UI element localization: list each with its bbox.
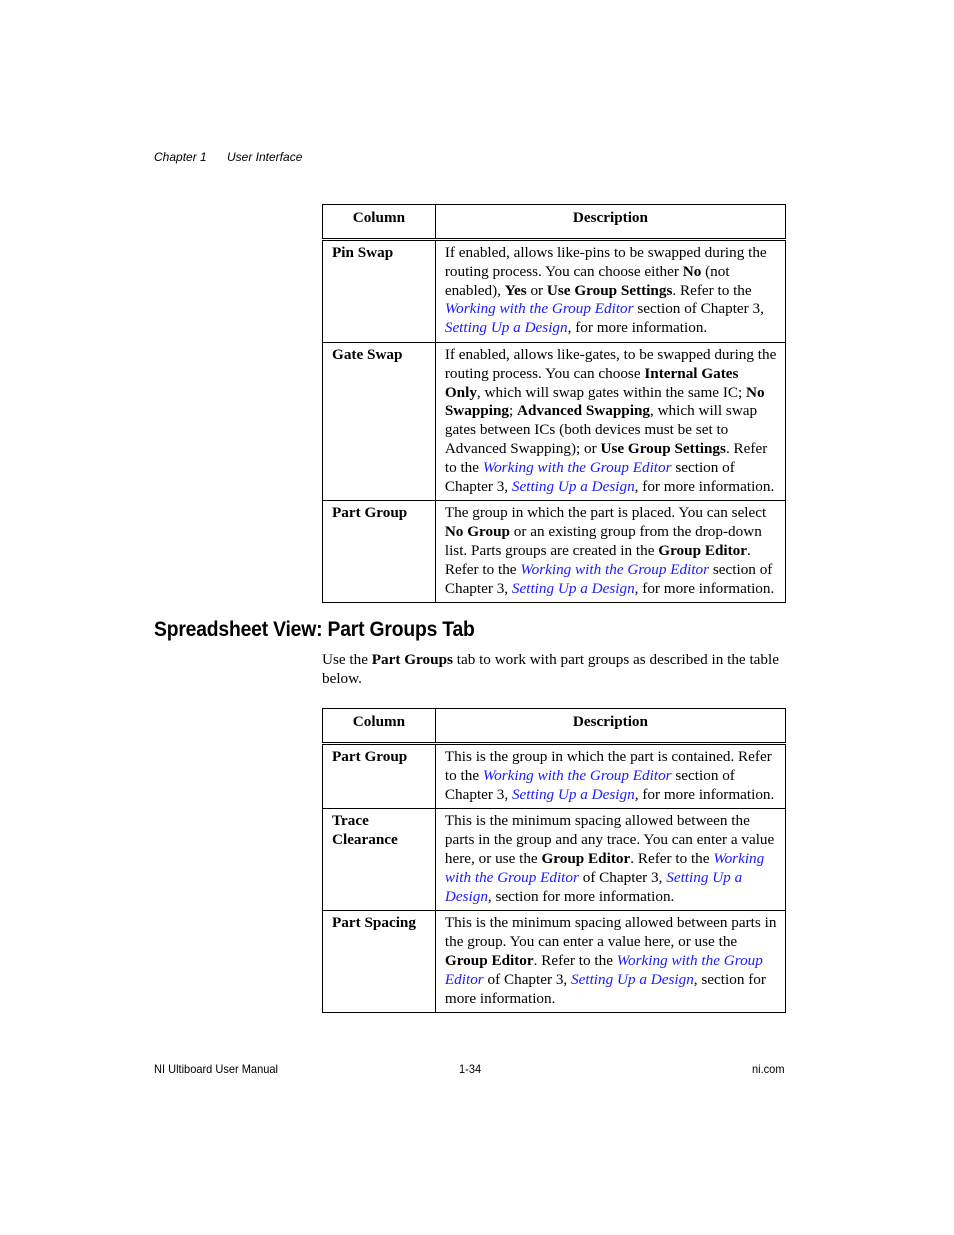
pin-swap-options-table: [322, 204, 786, 603]
cross-reference-link[interactable]: Working with the Group Editor: [482, 766, 672, 784]
section-heading: Spreadsheet View: Part Groups Tab: [154, 618, 475, 641]
table-row: [323, 809, 786, 911]
chapter-label: Chapter 1: [154, 150, 207, 164]
text-run: , which will swap gates between ICs (both devices must be set to Advanced Swapping); or: [444, 402, 758, 457]
text-run: of Chapter 3,: [483, 970, 572, 988]
text-run: section of Chapter 3,: [444, 458, 735, 495]
table-header-row: [323, 709, 786, 744]
description-cell: [435, 240, 785, 343]
footer-page-number: 1-34: [459, 1062, 482, 1076]
bold-term: Group Editor: [444, 951, 534, 969]
text-run: This is the group in which the part is contained. Refer to the: [444, 748, 772, 784]
cross-reference-link[interactable]: Setting Up a Design: [511, 579, 635, 597]
text-run: This is the minimum spacing allowed between parts in the group. You can enter a value here, or use the: [444, 914, 777, 951]
text-run: section of Chapter 3,: [444, 560, 773, 597]
bold-term: No Swapping: [444, 383, 765, 420]
text-run: , for more information.: [567, 319, 708, 337]
cross-reference-link[interactable]: Working with the Group Editor: [444, 300, 634, 318]
text-run: , for more information.: [634, 477, 775, 495]
table-row: [323, 240, 786, 343]
table-row: [323, 744, 786, 809]
column-name-cell: Part Spacing: [323, 911, 436, 1013]
column-name-cell: Pin Swap: [323, 240, 436, 343]
cross-reference-link[interactable]: Setting Up a Design: [444, 868, 743, 905]
bold-term: No: [682, 262, 702, 280]
cross-reference-link[interactable]: Working with the Group Editor: [482, 458, 672, 476]
description-header: Description: [435, 205, 785, 240]
text-run: . Refer to the: [533, 951, 617, 969]
cross-reference-link[interactable]: Setting Up a Design: [511, 785, 635, 803]
description-cell: [435, 501, 785, 603]
column-name-cell: Trace Clearance: [323, 809, 436, 911]
text-run: section of Chapter 3,: [633, 300, 764, 318]
cross-reference-link[interactable]: Setting Up a Design: [571, 970, 694, 988]
bold-term: Group Editor: [658, 541, 748, 559]
bold-term: Part Groups: [371, 651, 453, 668]
section-intro: [322, 650, 786, 688]
text-run: . Refer to the: [444, 541, 751, 578]
text-run: If enabled, allows like-pins to be swapped during the routing process. You can choose either: [444, 244, 767, 280]
table-row: [323, 501, 786, 603]
text-run: , section for more information.: [487, 887, 675, 905]
column-name-cell: Gate Swap: [323, 342, 436, 500]
text-run: , for more information.: [634, 579, 775, 597]
table-body: [323, 744, 786, 1013]
text-run: of Chapter 3,: [578, 868, 667, 886]
text-run: , section for more information.: [444, 970, 766, 1007]
cross-reference-link[interactable]: Setting Up a Design: [511, 477, 635, 495]
bold-term: Internal Gates Only: [444, 364, 739, 401]
text-run: . Refer to the: [630, 849, 714, 867]
description-header: Description: [435, 709, 785, 744]
text-run: , which will swap gates within the same IC;: [476, 383, 747, 401]
table-row: [323, 911, 786, 1013]
table-header-row: [323, 205, 786, 240]
text-run: This is the minimum spacing allowed between the parts in the group and any trace. You can enter a value here, or use the: [444, 812, 775, 867]
text-run: ;: [509, 402, 518, 420]
part-groups-table: [322, 708, 786, 1013]
bold-term: Yes: [504, 281, 527, 299]
table-row: [323, 342, 786, 500]
bold-term: Group Editor: [541, 849, 631, 867]
text-run: (not enabled),: [444, 262, 730, 299]
bold-term: Advanced Swapping: [517, 402, 650, 420]
text-run: section of Chapter 3,: [444, 766, 735, 803]
text-run: or an existing group from the drop-down list. Parts groups are created in the: [444, 523, 762, 559]
chapter-title: User Interface: [227, 150, 303, 164]
description-cell: [435, 744, 785, 809]
description-cell: [435, 809, 785, 911]
footer-website: ni.com: [752, 1062, 785, 1076]
column-header: Column: [323, 709, 436, 744]
bold-term: Use Group Settings: [546, 281, 673, 299]
text-run: . Refer to the: [672, 281, 752, 299]
text-run: Use the: [322, 651, 372, 668]
cross-reference-link[interactable]: Working with the Group Editor: [520, 560, 710, 578]
text-run: , for more information.: [634, 785, 775, 803]
bold-term: Use Group Settings: [600, 439, 726, 457]
table-body: [323, 240, 786, 603]
footer-manual-title: NI Ultiboard User Manual: [154, 1062, 278, 1076]
column-name-cell: Part Group: [323, 744, 436, 809]
bold-term: No Group: [444, 523, 510, 541]
column-header: Column: [323, 205, 436, 240]
running-header: [154, 150, 302, 164]
text-run: If enabled, allows like-gates, to be swapped during the routing process. You can choose: [444, 345, 777, 382]
text-run: . Refer to the: [444, 439, 768, 476]
description-cell: [435, 911, 785, 1013]
cross-reference-link[interactable]: Working with the Group Editor: [444, 849, 765, 886]
description-cell: [435, 342, 785, 500]
text-run: or: [526, 281, 547, 299]
cross-reference-link[interactable]: Working with the Group Editor: [444, 951, 763, 988]
text-run: The group in which the part is placed. You can select: [444, 504, 767, 522]
text-run: tab to work with part groups as described in the table below.: [322, 651, 779, 687]
cross-reference-link[interactable]: Setting Up a Design: [444, 319, 568, 337]
column-name-cell: Part Group: [323, 501, 436, 603]
